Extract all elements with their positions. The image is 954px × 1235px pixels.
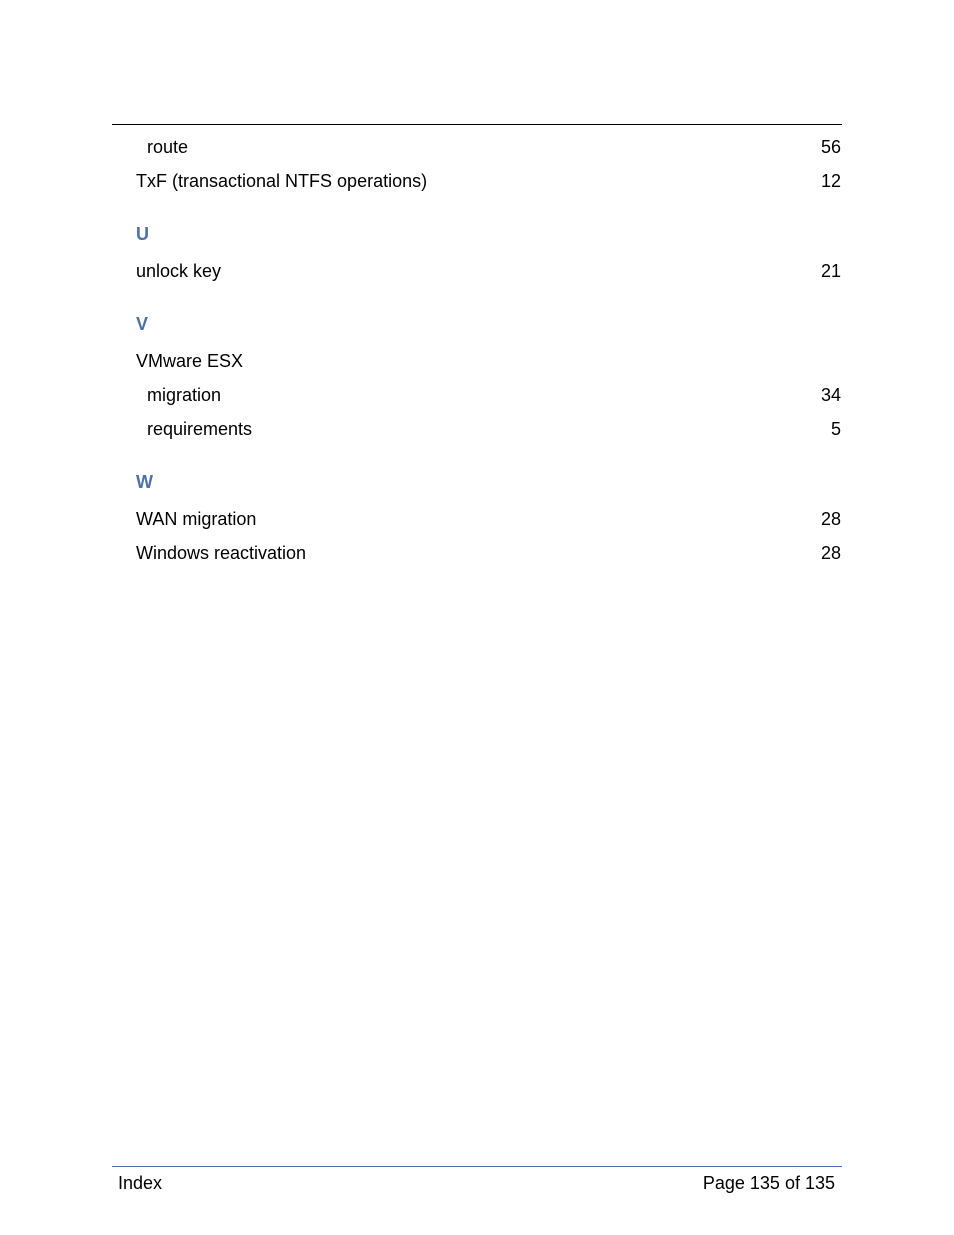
footer-divider xyxy=(112,1166,842,1167)
index-page-number: 28 xyxy=(820,509,841,529)
index-page-number: 34 xyxy=(820,385,841,405)
footer-page-number: Page 135 of 135 xyxy=(702,1173,835,1193)
footer-section-name: Index xyxy=(118,1173,163,1193)
index-entry-migration xyxy=(0,384,954,406)
index-page-number: 56 xyxy=(820,137,841,157)
index-entry-requirements xyxy=(0,418,954,440)
index-term: route xyxy=(147,137,189,157)
index-term: migration xyxy=(147,385,222,405)
index-page-number: 12 xyxy=(820,171,841,191)
index-page-number: 21 xyxy=(820,261,841,281)
index-page-number: 5 xyxy=(830,419,841,439)
header-divider xyxy=(112,124,842,125)
index-entry-unlock-key xyxy=(0,260,954,282)
index-entry-vmware-esx xyxy=(0,350,954,372)
index-entry-txf xyxy=(0,170,954,192)
index-entry-wan-migration xyxy=(0,508,954,530)
index-term: unlock key xyxy=(136,261,222,281)
index-letter-heading-w: W xyxy=(136,472,153,492)
index-letter-heading-u: U xyxy=(136,224,149,244)
index-entry-route xyxy=(0,136,954,158)
index-entry-windows-reactivation xyxy=(0,542,954,564)
index-page-number: 28 xyxy=(820,543,841,563)
index-term: Windows reactivation xyxy=(136,543,307,563)
index-term: WAN migration xyxy=(136,509,257,529)
index-term: requirements xyxy=(147,419,253,439)
index-term: TxF (transactional NTFS operations) xyxy=(136,171,428,191)
index-term: VMware ESX xyxy=(136,351,244,371)
index-letter-heading-v: V xyxy=(136,314,149,334)
